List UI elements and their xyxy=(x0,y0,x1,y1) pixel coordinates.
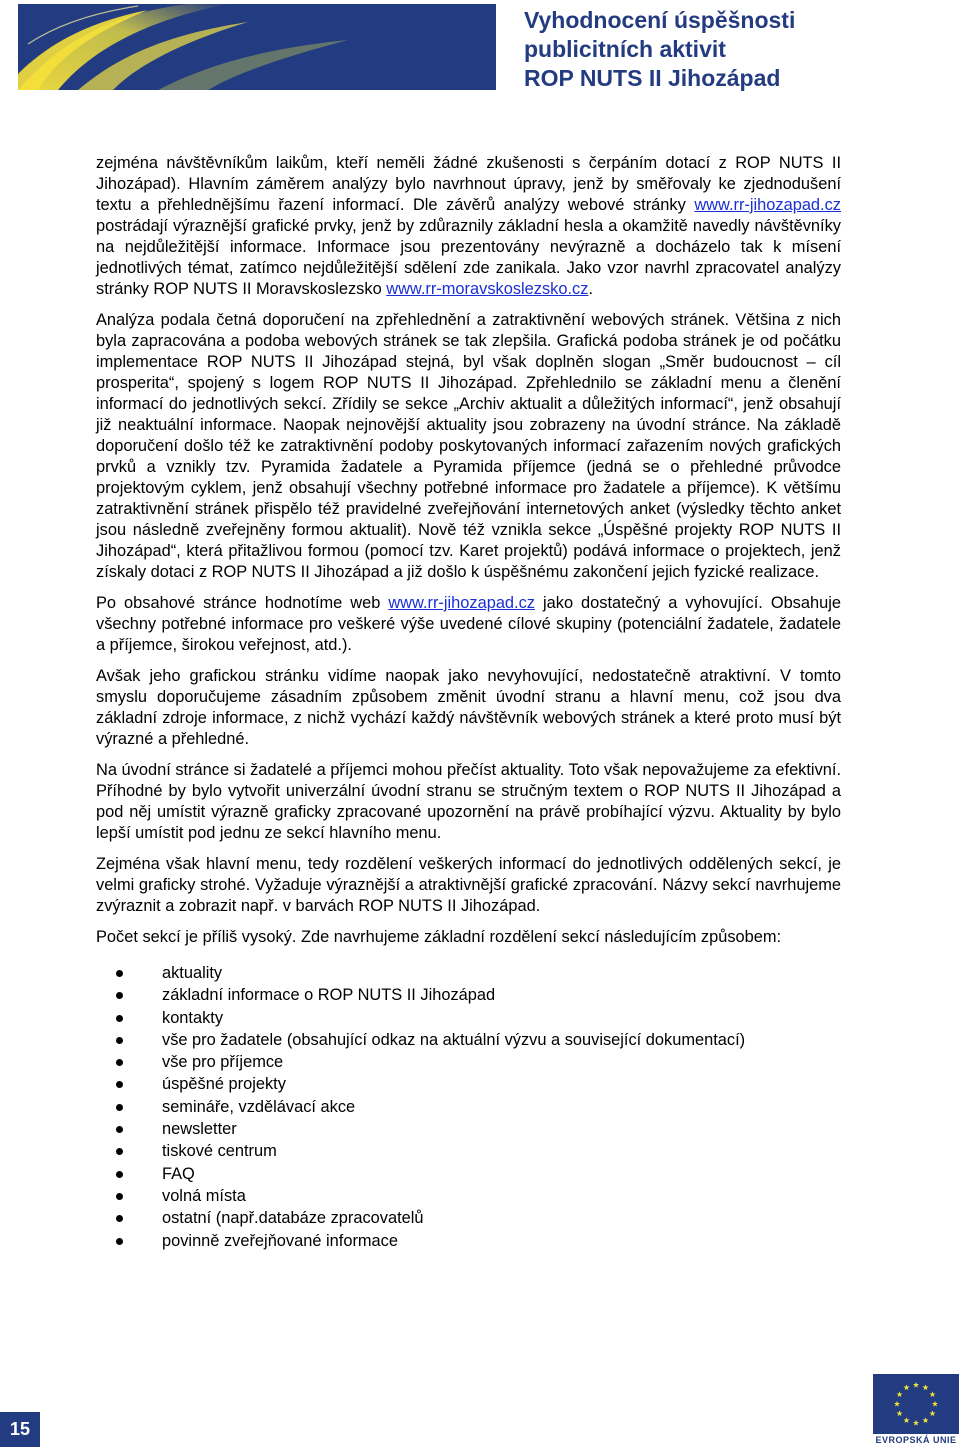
eu-flag-icon xyxy=(873,1374,959,1434)
eu-star-icon xyxy=(929,1391,935,1397)
list-item-label: newsletter xyxy=(162,1120,237,1139)
paragraph-1-text-c: . xyxy=(588,280,593,298)
list-item-label: základní informace o ROP NUTS II Jihozápad xyxy=(162,986,496,1005)
list-item xyxy=(96,1207,841,1229)
header-title-line2: publicitních aktivit xyxy=(524,36,726,62)
list-item xyxy=(96,1230,841,1252)
paragraph-5: Na úvodní stránce si žadatelé a příjemci mohou přečíst aktuality. Toto však nepovažujeme za efektivní. Příhodné by bylo vytvořit univerzální úvodní stranu se stručným textem o ROP NUTS II Jihozápad a pod něj umístit výrazně graficky zpracované upozornění na právě probíhající výzvu. Aktuality by bylo lepší umístit pod jednu ze sekcí hlavního menu. xyxy=(96,761,841,842)
list-item xyxy=(96,1140,841,1162)
paragraph-3-text-b: jako dostatečný a vyhovující. Obsahuje všechny potřebné informace pro veškeré výše uvedené cílové skupiny (potenciální žadatele, žadatele a příjemce, širokou veřejnost, atd.). xyxy=(96,594,841,654)
list-item xyxy=(96,1029,841,1051)
list-item xyxy=(96,1007,841,1029)
document-body xyxy=(96,153,841,1252)
list-item-label: kontakty xyxy=(162,1008,224,1027)
paragraph-7: Počet sekcí je příliš vysoký. Zde navrhujeme základní rozdělení sekcí následujícím způsobem: xyxy=(96,928,782,946)
header-title xyxy=(524,6,954,93)
list-item-label: semináře, vzdělávací akce xyxy=(162,1097,356,1116)
paragraph-6: Zejména však hlavní menu, tedy rozdělení veškerých informací do jednotlivých oddělených sekcí, je velmi graficky strohé. Vyžaduje výraznější a atraktivnější grafické zpracování. Názvy sekcí navrhujeme zvýraznit a zobrazit např. v barvách ROP NUTS II Jihozápad. xyxy=(96,855,841,915)
list-item-label: vše pro žadatele (obsahující odkaz na aktuální výzvu a související dokumentací) xyxy=(162,1030,746,1049)
paragraph-4: Avšak jeho grafickou stránku vidíme naopak jako nevyhovující, nedostatečně atraktivní. V tomto smyslu doporučujeme zásadním způsobem změnit úvodní stranu a hlavní menu, což jsou dva základní zdroje informace, z nichž vychází každý návštěvník webových stránek a které proto musí být výrazné a přehledné. xyxy=(96,667,841,748)
eu-star-icon xyxy=(903,1417,909,1423)
bullet-icon xyxy=(116,1037,123,1044)
bullet-icon xyxy=(116,1081,123,1088)
paragraph-1-text-b: postrádají výraznější grafické prvky, jenž by zdůraznily základní hesla a okamžitě navedly návštěvníky na nejdůležitější informace. Informace jsou prezentovány nevýrazně a docházelo tak k mísení jednotlivých témat, zatímco nejdůležitější sdělení zde zanikala. Jako vzor navrhl zpracovatel analýzy stránky ROP NUTS II Moravskoslezsko xyxy=(96,217,841,298)
bullet-icon xyxy=(116,1193,123,1200)
bullet-icon xyxy=(116,1059,123,1066)
header-title-line1: Vyhodnocení úspěšnosti xyxy=(524,7,796,33)
header-title-line3: ROP NUTS II Jihozápad xyxy=(524,65,781,91)
eu-star-icon xyxy=(932,1401,938,1407)
list-item xyxy=(96,1185,841,1207)
eu-star-icon xyxy=(913,1382,919,1388)
bullet-icon xyxy=(116,1148,123,1155)
eu-star-icon xyxy=(894,1401,900,1407)
list-item-label: FAQ xyxy=(162,1164,195,1183)
eu-stars-icon xyxy=(873,1374,959,1434)
eu-star-icon xyxy=(897,1410,903,1416)
bullet-icon xyxy=(116,1215,123,1222)
proposed-sections-list xyxy=(96,962,841,1252)
list-item-label: povinně zveřejňované informace xyxy=(162,1231,398,1250)
paragraph-3 xyxy=(96,593,841,656)
list-item-label: vše pro příjemce xyxy=(162,1053,284,1072)
banner-swoosh-icon xyxy=(18,4,496,90)
bullet-icon xyxy=(116,970,123,977)
list-item-label: volná místa xyxy=(162,1186,246,1205)
page-header xyxy=(0,0,960,96)
eu-label: EVROPSKÁ UNIE xyxy=(875,1435,957,1445)
eu-star-icon xyxy=(913,1420,919,1426)
link-rr-jihozapad[interactable]: www.rr-jihozapad.cz xyxy=(694,196,841,214)
bullet-icon xyxy=(116,992,123,999)
bullet-icon xyxy=(116,1126,123,1133)
eu-star-icon xyxy=(897,1391,903,1397)
bullet-icon xyxy=(116,1015,123,1022)
page-number: 15 xyxy=(0,1412,40,1447)
list-item xyxy=(96,1118,841,1140)
list-item xyxy=(96,1163,841,1185)
link-rr-moravskoslezsko[interactable]: www.rr-moravskoslezsko.cz xyxy=(386,280,589,298)
paragraph-1-text-a: zejména návštěvníkům laikům, kteří neměli žádné zkušenosti s čerpáním dotací z ROP NUTS II Jihozápad). Hlavním záměrem analýzy bylo navrhnout úpravy, jenž by směřovaly ke zjednodušení textu a přehlednějšímu řazení informací. Dle závěrů analýzy webové stránky xyxy=(96,154,841,214)
list-item xyxy=(96,1051,841,1073)
eu-star-icon xyxy=(922,1384,928,1390)
list-item-label: úspěšné projekty xyxy=(162,1075,286,1094)
list-item xyxy=(96,1073,841,1095)
eu-star-icon xyxy=(903,1384,909,1390)
bullet-icon xyxy=(116,1171,123,1178)
list-item xyxy=(96,1096,841,1118)
eu-star-icon xyxy=(922,1417,928,1423)
header-banner-graphic xyxy=(18,4,496,90)
paragraph-3-text-a: Po obsahové stránce hodnotíme web xyxy=(96,594,389,612)
list-item xyxy=(96,984,841,1006)
list-item xyxy=(96,962,841,984)
list-item-label: aktuality xyxy=(162,964,223,982)
list-item-label: ostatní (např.databáze zpracovatelů xyxy=(162,1209,424,1228)
paragraph-2: Analýza podala četná doporučení na zpřehlednění a zatraktivnění webových stránek. Většina z nich byla zapracována a podoba webových stránek se tak zlepšila. Grafická podoba stránek je od počátku implementace ROP NUTS II Jihozápad stejná, byl však doplněn slogan „Směr budoucnost – cíl prosperita“, spojený s logem ROP NUTS II Jihozápad. Zpřehlednilo se základní menu a členění informací do jednotlivých sekcí. Zřídily se sekce „Archiv aktualit a důležitých informací“, jenž obsahují již neaktuální informace. Naopak nejnovější aktuality jsou zobrazeny na úvodní stránce. Na základě doporučení došlo též ke zatraktivnění podoby poskytovaných informací zařazením nových grafických prvků a vznikly tzv. Pyramida žadatele a Pyramida příjemce (jedná se o přehledné průvodce projektovým cyklem, jenž obsahují všechny potřebné informace pro žadatele a příjemce). K většímu zatraktivnění stránek přispělo též pravidelné zveřejňování internetových anket (výsledky těchto anket jsou následně zveřejněny formou aktualit). Nově též vznikla sekce „Úspěšné projekty ROP NUTS II Jihozápad“, která přitažlivou formou (pomocí tzv. Karet projektů) podává informace o projektech, jenž získaly dotaci z ROP NUTS II Jihozápad a již došlo k úspěšnému zakončení jejich fyzické realizace. xyxy=(96,311,841,581)
list-item-label: tiskové centrum xyxy=(162,1142,277,1161)
eu-star-icon xyxy=(929,1410,935,1416)
paragraph-1 xyxy=(96,153,841,300)
bullet-icon xyxy=(116,1104,123,1111)
link-rr-jihozapad-2[interactable]: www.rr-jihozapad.cz xyxy=(388,594,535,612)
bullet-icon xyxy=(116,1238,123,1245)
